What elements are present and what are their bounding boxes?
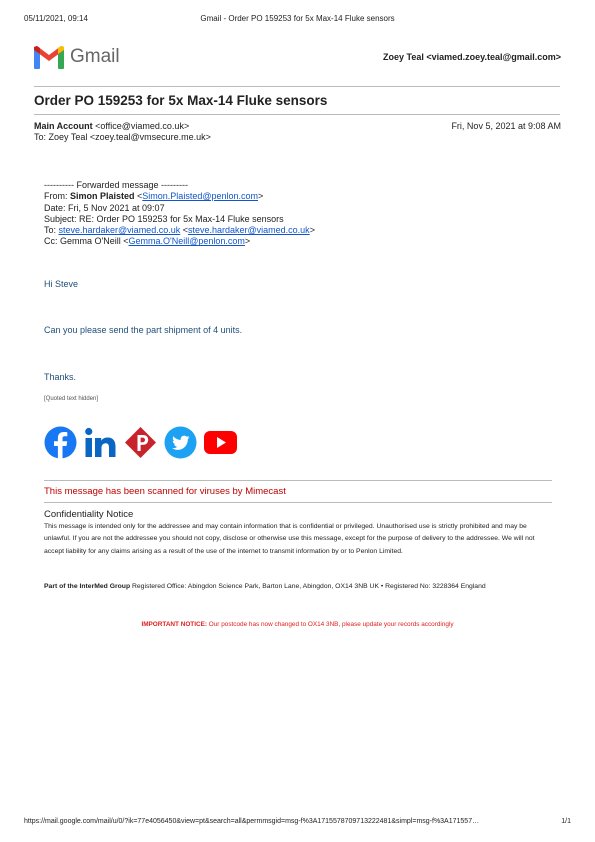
confidentiality-title: Confidentiality Notice xyxy=(44,509,134,520)
email-sender xyxy=(34,121,211,143)
twitter-icon[interactable] xyxy=(164,426,197,459)
forward-to: To: steve.hardaker@viamed.co.uk <steve.hardaker@viamed.co.uk> xyxy=(44,225,315,236)
forward-to-email-link[interactable]: steve.hardaker@viamed.co.uk xyxy=(58,225,181,236)
print-title: Gmail - Order PO 159253 for 5x Max-14 Fluke sensors xyxy=(200,14,395,23)
gmail-logo xyxy=(34,44,120,70)
notice-label: IMPORTANT NOTICE: xyxy=(141,621,207,628)
company-group: Part of the InterMed Group xyxy=(44,583,131,590)
linkedin-icon[interactable] xyxy=(84,426,117,459)
forward-from: From: Simon Plaisted <Simon.Plaisted@penlon.com> xyxy=(44,191,264,202)
youtube-icon[interactable] xyxy=(204,426,237,459)
facebook-icon[interactable] xyxy=(44,426,77,459)
recipient-line: To: Zoey Teal <zoey.teal@vmsecure.me.uk> xyxy=(34,132,211,142)
important-notice xyxy=(0,621,595,628)
body-message: Can you please send the part shipment of 4 units. xyxy=(44,325,243,335)
company-address: Registered Office: Abingdon Science Park, Barton Lane, Abingdon, OX14 3NB UK • Registered No: 3228364 England xyxy=(130,583,486,590)
social-icons xyxy=(44,426,237,459)
print-datetime: 05/11/2021, 09:14 xyxy=(24,14,88,23)
confidentiality-text: This message is intended only for the addressee and may contain information that is confidential or privileged. Unauthorised use is strictly prohibited and may be unlawful. If you are not the addressee you should not copy, disclose or otherwise use this message, except for the purpose of delivery to the addressee. We will not accept liability for any claims arising as a result of the use of the internet to transmit information by or to Penlon Limited. xyxy=(44,523,535,555)
notice-text: Our postcode has now changed to OX14 3NB, please update your records accordingly xyxy=(207,621,454,628)
forward-from-name: Simon Plaisted xyxy=(70,191,135,202)
sender-name: Main Account xyxy=(34,121,93,131)
pinterest-icon[interactable] xyxy=(124,426,157,459)
forward-from-email-link[interactable]: Simon.Plaisted@penlon.com xyxy=(142,191,258,202)
email-date: Fri, Nov 5, 2021 at 9:08 AM xyxy=(451,121,561,131)
forward-to-email-link-2[interactable]: steve.hardaker@viamed.co.uk xyxy=(187,225,310,236)
forward-date: Date: Fri, 5 Nov 2021 at 09:07 xyxy=(44,202,165,213)
email-subject: Order PO 159253 for 5x Max-14 Fluke sensors xyxy=(34,93,328,108)
divider xyxy=(44,480,552,481)
quoted-text-hidden[interactable]: [Quoted text hidden] xyxy=(44,396,99,402)
forward-separator: ---------- Forwarded message --------- xyxy=(44,180,188,190)
gmail-logo-text: Gmail xyxy=(70,46,120,67)
body-closing: Thanks. xyxy=(44,372,77,382)
forwarded-header xyxy=(44,180,315,248)
sender-address: <office@viamed.co.uk> xyxy=(92,121,190,131)
forward-subject: Subject: RE: Order PO 159253 for 5x Max-14 Fluke sensors xyxy=(44,213,284,224)
gmail-m-icon xyxy=(34,46,64,69)
body-greeting: Hi Steve xyxy=(44,279,79,289)
divider xyxy=(44,502,552,503)
page-number: 1/1 xyxy=(561,818,571,825)
forward-cc: Cc: Gemma O'Neill <Gemma.O'Neill@penlon.com> xyxy=(44,236,251,247)
print-url: https://mail.google.com/mail/u/0/?ik=77e4056450&view=pt&search=all&permmsgid=msg-f%3A1715578709713222481&simpl=msg-f%3A171557… xyxy=(24,818,480,825)
forward-cc-email-link[interactable]: Gemma.O'Neill@penlon.com xyxy=(128,236,245,247)
company-registration xyxy=(44,581,554,593)
account-email: Zoey Teal <viamed.zoey.teal@gmail.com> xyxy=(382,52,561,62)
mimecast-scan-notice: This message has been scanned for viruses by Mimecast xyxy=(44,486,286,497)
divider xyxy=(34,114,560,115)
divider xyxy=(34,86,560,87)
